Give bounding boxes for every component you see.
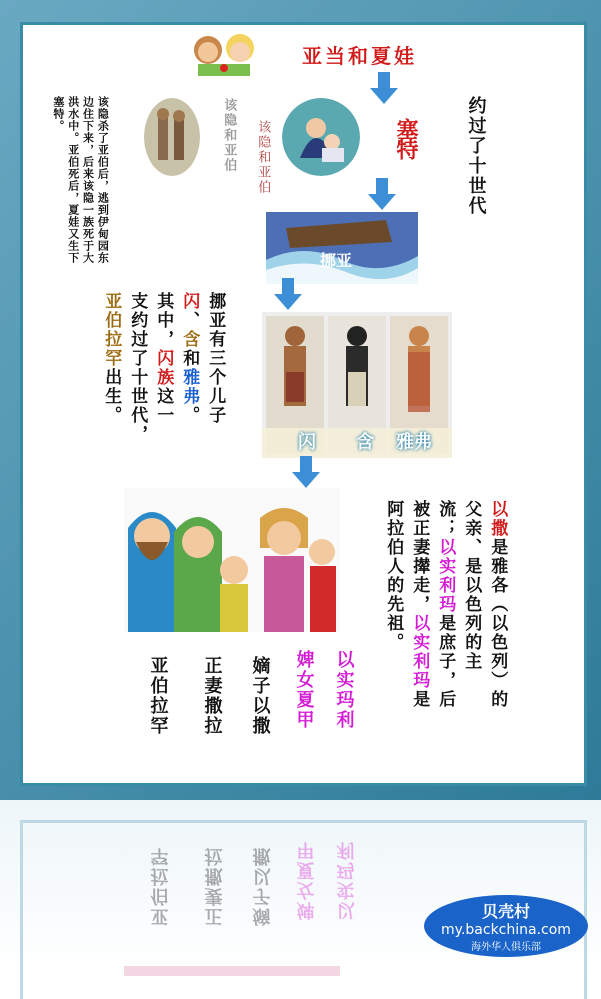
ten-generations-label: 约过了十世代 [465,96,487,216]
isaac-col3-a: 流； [435,500,456,538]
period-1: 。 [179,406,200,425]
reflection-sarah: 正妻撒拉 [201,846,223,926]
abraham-family-illustration [124,488,340,632]
adam-eve-illustration [180,28,270,76]
reflection-abraham: 亚伯拉罕 [147,846,169,926]
abraham-name: 亚伯拉罕 [101,292,122,368]
born-word: 出生。 [101,368,122,425]
son-shem-label: 闪 [298,432,316,453]
and-word: 和 [179,349,200,368]
noah-sons-line3 [152,292,173,425]
watermark-badge [424,895,588,957]
watermark-title: 贝壳村 [481,902,530,921]
isaac-name-1: 以撒 [487,500,508,538]
sarah-label: 正妻撒拉 [201,656,223,736]
shem-tribe: 闪族 [153,349,174,387]
isaac-col1 [486,500,507,709]
cain-abel-red-label: 该隐和亚伯 [255,120,271,195]
cain-abel-illustration [144,98,200,176]
noah-sons-line5 [100,292,121,425]
cain-story-text: 该隐杀了亚伯后，逃到伊甸园东边住下来，后来该隐一族死于大洪水中。亚伯死后，夏娃又生下塞特。 [51,96,110,264]
arrow-down-2 [368,178,396,210]
this-word: 这一 [153,387,174,425]
ishmael-name-2: 以实利玛 [409,614,430,690]
watermark-sub: 海外华人俱乐部 [471,942,541,953]
ishmael-name-1: 以实利玛 [435,538,456,614]
noah-sons-line2 [178,292,199,425]
among-word: 其中， [153,292,174,349]
noah-sons-line1: 挪亚有三个儿子 [205,292,226,425]
reflection-ishmael: 以实玛利 [333,840,355,920]
sep-1: 、 [179,311,200,330]
ham-name: 含 [179,330,200,349]
reflection-isaac: 嫡子以撒 [249,846,271,926]
isaac-col4-b: 是 [409,690,430,709]
isaac-col4-a: 被正妻撵走， [409,500,430,614]
shem-name: 闪 [179,292,200,311]
seth-label: 塞特 [393,118,419,158]
noah-label: 挪亚 [320,251,353,270]
arrow-down-3 [274,278,302,310]
hagar-label: 婢女夏甲 [293,650,315,730]
cain-abel-grey-label: 该隐和亚伯 [221,98,237,173]
isaac-col3-b: 是庶子，后 [435,614,456,709]
isaac-col1-rest: 是雅各（以色列）的 [487,538,508,709]
adam-eve-label: 亚当和夏娃 [302,44,417,68]
isaac-col5: 阿拉伯人的先祖。 [383,500,404,652]
watermark-url: my.backchina.com [441,922,571,938]
arrow-down-1 [370,72,398,104]
reflection-hagar: 婢女夏甲 [293,840,315,920]
ishmael-label: 以实玛利 [333,650,355,730]
abraham-label: 亚伯拉罕 [147,656,169,736]
noah-sons-line4: 支约过了十世代， [127,292,148,444]
son-ham-label: 含 [356,432,374,453]
japheth-name: 雅弗 [179,368,200,406]
isaac-col2: 父亲、是以色列的主 [461,500,482,671]
holy-family-illustration [282,98,360,176]
isaac-col3 [434,500,455,709]
reflection-picture-edge [124,966,340,976]
isaac-label: 嫡子以撒 [249,656,271,736]
isaac-col4 [408,500,429,709]
son-japheth-label: 雅弗 [396,432,432,453]
arrow-down-4 [292,456,320,488]
